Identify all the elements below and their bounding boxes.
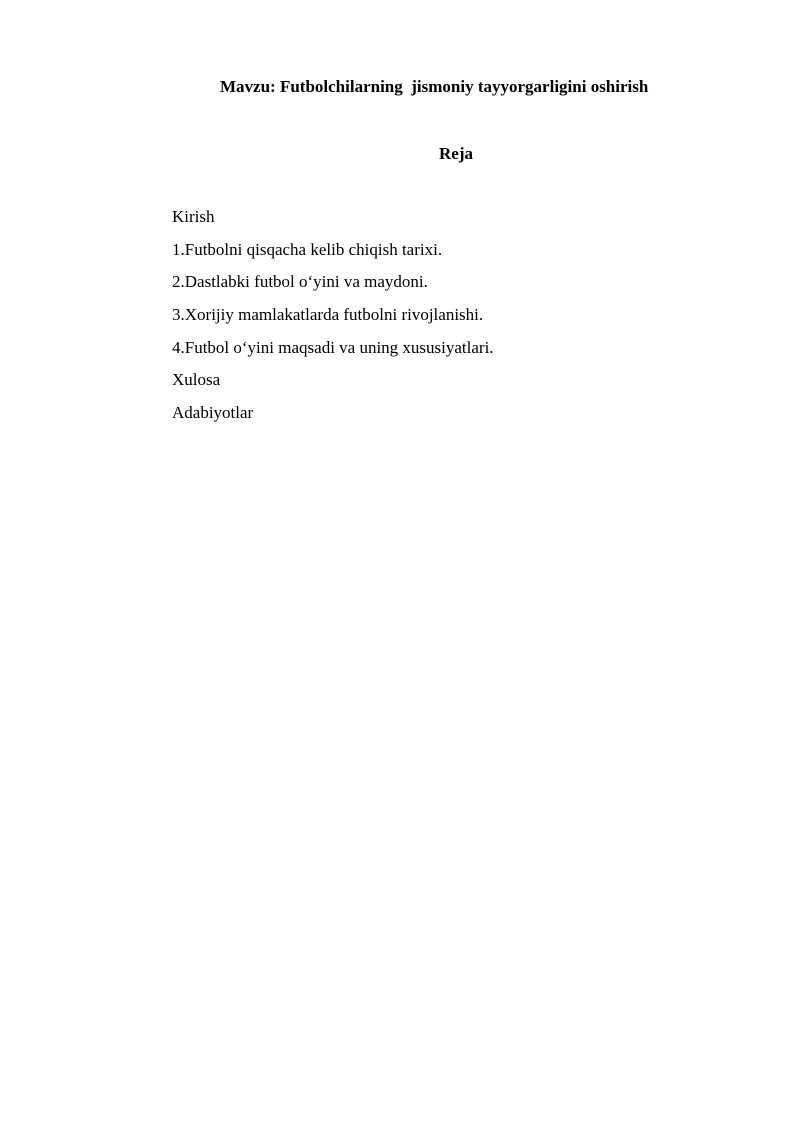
plan-item-1: 1.Futbolni qisqacha kelib chiqish tarixi. xyxy=(172,239,443,259)
plan-item-references: Adabiyotlar xyxy=(172,403,254,423)
plan-item-3: 3.Xorijiy mamlakatlarda futbolni rivojlanishi. xyxy=(172,305,484,325)
plan-item-introduction: Kirish xyxy=(172,207,215,226)
plan-item-4: 4.Futbol o‘yini maqsadi va uning xususiyatlari. xyxy=(172,337,494,357)
plan-item-conclusion: Xulosa xyxy=(172,370,221,390)
plan-heading: Reja xyxy=(439,144,473,163)
plan-list xyxy=(172,206,494,435)
plan-item-2: 2.Dastlabki futbol o‘yini va maydoni. xyxy=(172,272,428,292)
document-topic-title: Mavzu: Futbolchilarning jismoniy tayyorgarligini oshirish xyxy=(220,77,649,96)
